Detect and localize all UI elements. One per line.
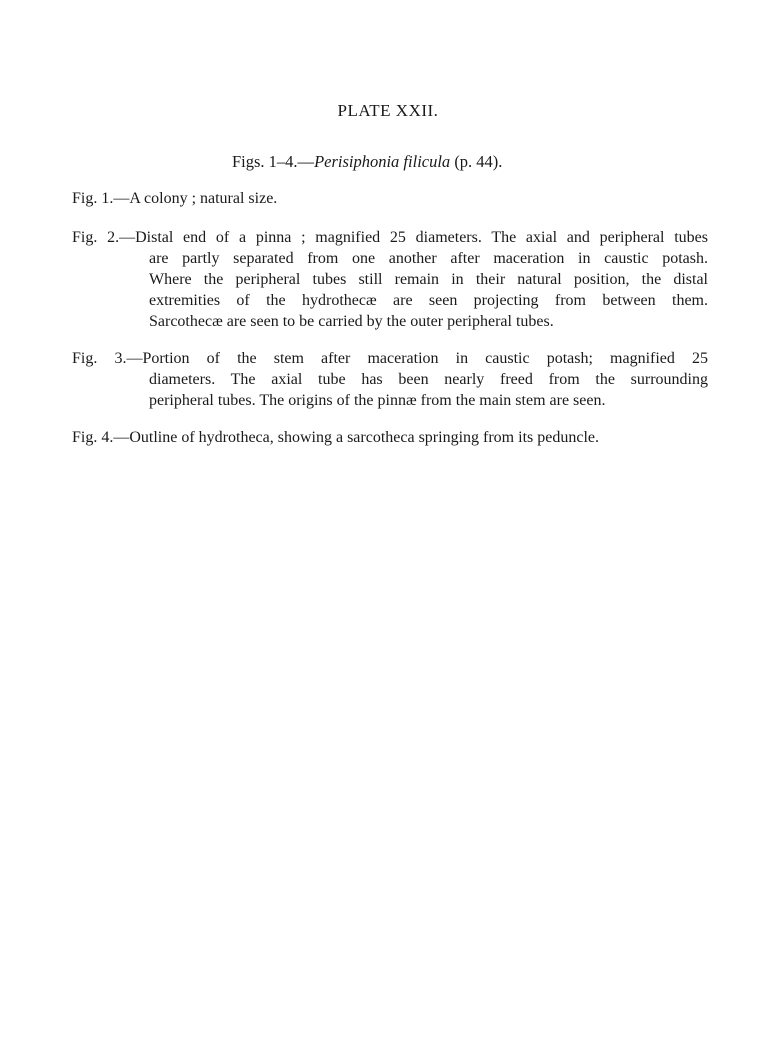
entry-line: Fig. 1.—A colony ; natural size. [72,190,278,207]
figures-heading-suffix: (p. 44). [450,152,503,171]
figure-entry-4 [72,427,708,448]
figures-heading-prefix: Figs. 1–4.— [232,152,315,171]
entry-line: Fig. 2.—Distal end of a pinna ; magnified 25 diameters. The axial and peripheral tubes [72,229,708,246]
entry-line: are partly separated from one another after maceration in caustic potash. [149,250,708,267]
figure-entry-3 [72,348,708,411]
entry-line: diameters. The axial tube has been nearly freed from the surrounding [149,371,708,388]
figure-entry-2 [72,227,708,332]
figure-entry-1 [72,188,708,209]
entry-line: extremities of the hydrothecæ are seen projecting from between them. [149,292,708,309]
entry-line: Where the peripheral tubes still remain in their natural position, the distal [149,271,708,288]
entry-line: Sarcothecæ are seen to be carried by the outer peripheral tubes. [149,313,554,330]
figures-heading [232,152,502,172]
species-name: Perisiphonia filicula [314,152,451,171]
entry-line: Fig. 3.—Portion of the stem after maceration in caustic potash; magnified 25 [72,350,708,367]
plate-title: PLATE XXII. [337,101,439,120]
entry-line: Fig. 4.—Outline of hydrotheca, showing a sarcotheca springing from its peduncle. [72,429,599,446]
entry-line: peripheral tubes. The origins of the pinnæ from the main stem are seen. [149,392,606,409]
